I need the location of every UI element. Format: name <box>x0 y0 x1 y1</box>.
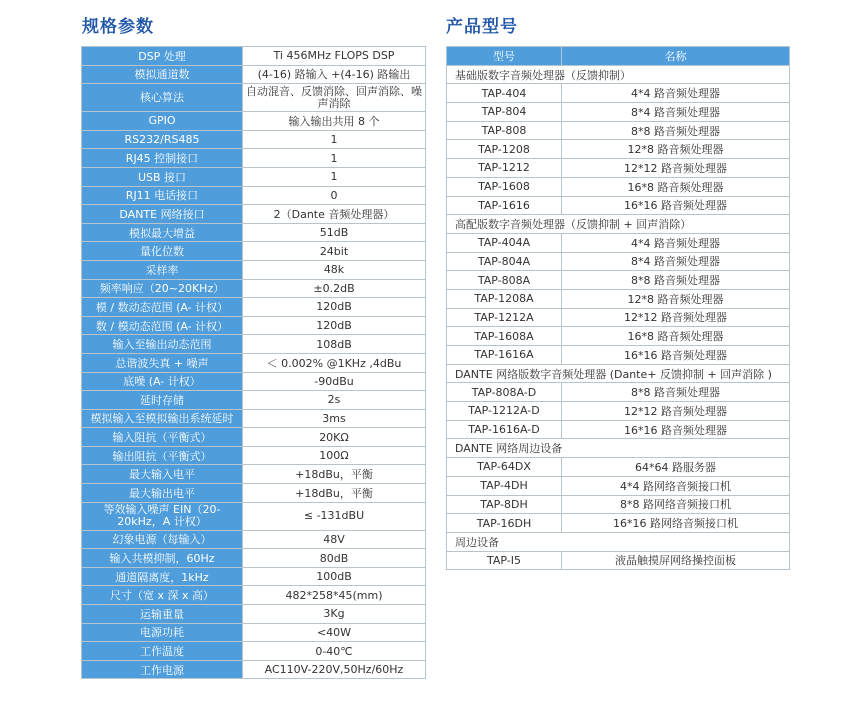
product-model: TAP-808A-D <box>447 383 562 402</box>
product-name: 8*8 路音频处理器 <box>562 383 790 402</box>
product-model: TAP-404 <box>447 84 562 103</box>
spec-key: 最大输入电平 <box>82 465 243 484</box>
spec-key: 延时存储 <box>82 391 243 410</box>
spec-key: 输入共模抑制，60Hz <box>82 549 243 568</box>
product-row <box>447 159 790 178</box>
product-name: 12*12 路音频处理器 <box>562 159 790 178</box>
spec-key: 输出阻抗（平衡式） <box>82 446 243 465</box>
spec-key: 等效输入噪声 EIN（20-20kHz，A 计权） <box>82 502 243 530</box>
spec-row <box>82 167 426 186</box>
spec-value: ≤ -131dBU <box>243 502 426 530</box>
spec-value: 自动混音、反馈消除、回声消除、噪声消除 <box>243 84 426 112</box>
spec-section-title: 规格参数 <box>82 17 154 37</box>
spec-key: 核心算法 <box>82 84 243 112</box>
product-row <box>447 252 790 271</box>
products-section-title: 产品型号 <box>446 17 518 37</box>
product-row <box>447 196 790 215</box>
spec-value: 0 <box>243 186 426 205</box>
product-name: 16*8 路音频处理器 <box>562 327 790 346</box>
spec-key: 模 / 数动态范围 (A- 计权） <box>82 298 243 317</box>
product-row <box>447 308 790 327</box>
product-model: TAP-4DH <box>447 476 562 495</box>
spec-value: 1 <box>243 130 426 149</box>
spec-key: RS232/RS485 <box>82 130 243 149</box>
spec-row <box>82 660 426 679</box>
product-name: 液晶触摸屏网络操控面板 <box>562 551 790 570</box>
spec-value: 24bit <box>243 242 426 261</box>
product-name: 4*4 路网络音频接口机 <box>562 476 790 495</box>
spec-key: 尺寸（宽 x 深 x 高） <box>82 586 243 605</box>
product-group-row <box>447 215 790 234</box>
spec-value: 108dB <box>243 335 426 354</box>
spec-key: 模拟通道数 <box>82 65 243 84</box>
spec-key: 输入至输出动态范围 <box>82 335 243 354</box>
spec-value: <40W <box>243 623 426 642</box>
spec-key: 输入阻抗（平衡式） <box>82 428 243 447</box>
product-table-header <box>447 47 790 66</box>
spec-row <box>82 84 426 112</box>
spec-value: 2s <box>243 391 426 410</box>
product-row <box>447 346 790 365</box>
spec-value: 48k <box>243 260 426 279</box>
spec-value: 20KΩ <box>243 428 426 447</box>
spec-value: 120dB <box>243 316 426 335</box>
spec-value: 0-40℃ <box>243 642 426 661</box>
spec-row <box>82 223 426 242</box>
product-row <box>447 551 790 570</box>
spec-value: 3ms <box>243 409 426 428</box>
spec-row <box>82 316 426 335</box>
spec-row <box>82 335 426 354</box>
product-name: 12*8 路音频处理器 <box>562 140 790 159</box>
spec-value: 80dB <box>243 549 426 568</box>
spec-row <box>82 409 426 428</box>
product-row <box>447 289 790 308</box>
product-group-row <box>447 532 790 551</box>
spec-key: 频率响应（20~20KHz） <box>82 279 243 298</box>
spec-row <box>82 391 426 410</box>
spec-key: 运输重量 <box>82 605 243 624</box>
product-model: TAP-1212 <box>447 159 562 178</box>
product-group-row <box>447 439 790 458</box>
product-group-row <box>447 65 790 84</box>
spec-value: (4-16) 路输入 +(4-16) 路输出 <box>243 65 426 84</box>
product-name: 16*16 路网络音频接口机 <box>562 514 790 533</box>
spec-row <box>82 484 426 503</box>
spec-key: 工作电源 <box>82 660 243 679</box>
product-model: TAP-808 <box>447 121 562 140</box>
product-model: TAP-1608A <box>447 327 562 346</box>
spec-key: RJ45 控制接口 <box>82 149 243 168</box>
product-row <box>447 383 790 402</box>
spec-key: USB 接口 <box>82 167 243 186</box>
spec-key: 量化位数 <box>82 242 243 261</box>
spec-key: 采样率 <box>82 260 243 279</box>
product-table <box>446 46 790 570</box>
spec-row <box>82 567 426 586</box>
product-model: TAP-1616A-D <box>447 420 562 439</box>
spec-value: 100Ω <box>243 446 426 465</box>
product-group-label: 高配版数字音频处理器（反馈抑制 + 回声消除） <box>447 215 790 234</box>
product-row <box>447 84 790 103</box>
product-name: 8*8 路音频处理器 <box>562 121 790 140</box>
spec-value: Ti 456MHz FLOPS DSP <box>243 47 426 66</box>
spec-value: 输入输出共用 8 个 <box>243 112 426 131</box>
spec-key: 工作温度 <box>82 642 243 661</box>
spec-row <box>82 298 426 317</box>
product-row <box>447 177 790 196</box>
spec-value: 1 <box>243 167 426 186</box>
product-group-row <box>447 364 790 383</box>
header-model: 型号 <box>447 47 562 66</box>
spec-value: 51dB <box>243 223 426 242</box>
product-model: TAP-1212A <box>447 308 562 327</box>
spec-value: 120dB <box>243 298 426 317</box>
spec-value: 482*258*45(mm) <box>243 586 426 605</box>
spec-value: +18dBu，平衡 <box>243 484 426 503</box>
spec-row <box>82 372 426 391</box>
spec-row <box>82 586 426 605</box>
product-name: 8*4 路音频处理器 <box>562 252 790 271</box>
product-name: 8*8 路网络音频接口机 <box>562 495 790 514</box>
product-model: TAP-1608 <box>447 177 562 196</box>
product-model: TAP-I5 <box>447 551 562 570</box>
product-model: TAP-16DH <box>447 514 562 533</box>
spec-row <box>82 465 426 484</box>
spec-row <box>82 446 426 465</box>
product-model: TAP-8DH <box>447 495 562 514</box>
spec-row <box>82 623 426 642</box>
product-model: TAP-808A <box>447 271 562 290</box>
product-model: TAP-1616 <box>447 196 562 215</box>
spec-key: 电源功耗 <box>82 623 243 642</box>
spec-value: AC110V-220V,50Hz/60Hz <box>243 660 426 679</box>
product-model: TAP-1616A <box>447 346 562 365</box>
spec-value: 2（Dante 音频处理器） <box>243 205 426 224</box>
spec-key: 模拟最大增益 <box>82 223 243 242</box>
spec-key: RJ11 电话接口 <box>82 186 243 205</box>
spec-value: 1 <box>243 149 426 168</box>
product-group-label: DANTE 网络周边设备 <box>447 439 790 458</box>
spec-row <box>82 642 426 661</box>
product-group-label: 周边设备 <box>447 532 790 551</box>
product-name: 8*4 路音频处理器 <box>562 103 790 122</box>
spec-row <box>82 112 426 131</box>
spec-value: ＜ 0.002% @1KHz ,4dBu <box>243 353 426 372</box>
product-name: 16*16 路音频处理器 <box>562 346 790 365</box>
product-model: TAP-1208A <box>447 289 562 308</box>
product-row <box>447 495 790 514</box>
spec-key: 通道隔离度，1kHz <box>82 567 243 586</box>
spec-row <box>82 149 426 168</box>
product-row <box>447 402 790 421</box>
spec-value: 48V <box>243 530 426 549</box>
spec-row <box>82 205 426 224</box>
spec-key: 总谐波失真 + 噪声 <box>82 353 243 372</box>
spec-row <box>82 47 426 66</box>
product-name: 12*8 路音频处理器 <box>562 289 790 308</box>
product-row <box>447 420 790 439</box>
product-row <box>447 233 790 252</box>
spec-value: -90dBu <box>243 372 426 391</box>
product-name: 16*16 路音频处理器 <box>562 420 790 439</box>
spec-value: 100dB <box>243 567 426 586</box>
product-name: 4*4 路音频处理器 <box>562 233 790 252</box>
spec-row <box>82 186 426 205</box>
product-model: TAP-1212A-D <box>447 402 562 421</box>
spec-key: 模拟输入至模拟输出系统延时 <box>82 409 243 428</box>
spec-key: 最大输出电平 <box>82 484 243 503</box>
spec-row <box>82 353 426 372</box>
spec-row <box>82 260 426 279</box>
product-model: TAP-404A <box>447 233 562 252</box>
spec-row <box>82 65 426 84</box>
spec-row <box>82 130 426 149</box>
product-row <box>447 458 790 477</box>
product-model: TAP-804A <box>447 252 562 271</box>
product-row <box>447 121 790 140</box>
header-name: 名称 <box>562 47 790 66</box>
product-group-label: DANTE 网络版数字音频处理器 (Dante+ 反馈抑制 + 回声消除 ) <box>447 364 790 383</box>
spec-value: +18dBu，平衡 <box>243 465 426 484</box>
spec-key: GPIO <box>82 112 243 131</box>
product-row <box>447 140 790 159</box>
product-row <box>447 514 790 533</box>
spec-key: 幻象电源（每输入） <box>82 530 243 549</box>
spec-value: ±0.2dB <box>243 279 426 298</box>
spec-row <box>82 530 426 549</box>
product-model: TAP-64DX <box>447 458 562 477</box>
spec-row <box>82 279 426 298</box>
product-name: 12*12 路音频处理器 <box>562 402 790 421</box>
spec-key: DANTE 网络接口 <box>82 205 243 224</box>
spec-table <box>81 46 426 679</box>
product-name: 16*16 路音频处理器 <box>562 196 790 215</box>
product-row <box>447 103 790 122</box>
spec-key: DSP 处理 <box>82 47 243 66</box>
spec-value: 3Kg <box>243 605 426 624</box>
product-name: 8*8 路音频处理器 <box>562 271 790 290</box>
product-name: 16*8 路音频处理器 <box>562 177 790 196</box>
spec-row <box>82 242 426 261</box>
product-name: 4*4 路音频处理器 <box>562 84 790 103</box>
product-row <box>447 271 790 290</box>
spec-key: 数 / 模动态范围 (A- 计权） <box>82 316 243 335</box>
spec-row <box>82 549 426 568</box>
spec-row <box>82 428 426 447</box>
spec-row <box>82 605 426 624</box>
product-group-label: 基础版数字音频处理器（反馈抑制） <box>447 65 790 84</box>
product-model: TAP-1208 <box>447 140 562 159</box>
spec-row <box>82 502 426 530</box>
spec-key: 底噪 (A- 计权） <box>82 372 243 391</box>
product-name: 12*12 路音频处理器 <box>562 308 790 327</box>
product-row <box>447 327 790 346</box>
product-row <box>447 476 790 495</box>
product-name: 64*64 路服务器 <box>562 458 790 477</box>
product-model: TAP-804 <box>447 103 562 122</box>
